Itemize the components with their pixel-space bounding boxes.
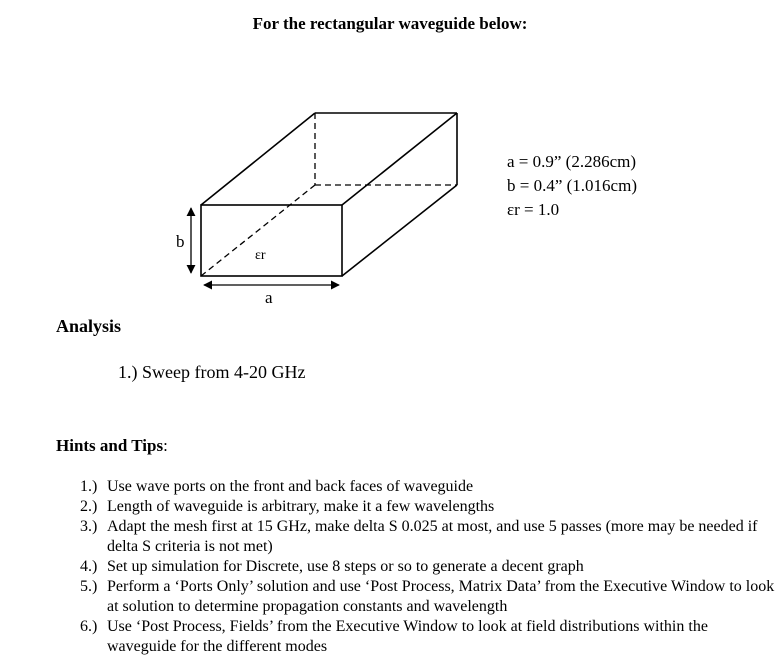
- hidden-edges: [201, 113, 457, 276]
- a-label: a: [265, 288, 273, 307]
- hint-text: Perform a ‘Ports Only’ solution and use ‘Post Process, Matrix Data’ from the Executive Window to look at solution to determine propagation constants and wavelength: [107, 578, 775, 615]
- hint-item: [80, 557, 775, 577]
- analysis-heading: Analysis: [56, 316, 122, 336]
- hint-item: [80, 477, 775, 497]
- param-b: b = 0.4” (1.016cm): [507, 176, 637, 195]
- front-face: [201, 205, 342, 276]
- hints-heading: [56, 436, 168, 456]
- hint-number: 5.): [80, 578, 98, 595]
- parameter-list: [507, 150, 637, 222]
- visible-edges: [201, 113, 457, 276]
- page-title: For the rectangular waveguide below:: [252, 14, 528, 33]
- hint-number: 1.): [80, 478, 98, 495]
- b-label: b: [176, 232, 185, 251]
- hints-heading-text: Hints and Tips: [56, 436, 164, 455]
- hints-list: [80, 477, 775, 657]
- param-er: εr = 1.0: [507, 200, 560, 219]
- param-a: a = 0.9” (2.286cm): [507, 152, 637, 171]
- analysis-item: 1.) Sweep from 4-20 GHz: [118, 362, 306, 382]
- hints-heading-colon: :: [163, 436, 168, 455]
- hint-text: Set up simulation for Discrete, use 8 steps or so to generate a decent graph: [107, 558, 584, 575]
- hint-text: Use ‘Post Process, Fields’ from the Executive Window to look at field distributions within the waveguide for the different modes: [107, 618, 708, 655]
- hint-item: [80, 517, 775, 557]
- hint-number: 3.): [80, 518, 98, 535]
- hint-number: 4.): [80, 558, 98, 575]
- hint-item: [80, 617, 775, 657]
- hint-item: [80, 577, 775, 617]
- hint-number: 2.): [80, 498, 98, 515]
- hint-number: 6.): [80, 618, 98, 635]
- hint-text: Use wave ports on the front and back faces of waveguide: [107, 478, 474, 495]
- hint-text: Adapt the mesh first at 15 GHz, make delta S 0.025 at most, and use 5 passes (more may be needed if delta S criteria is not met): [107, 518, 758, 555]
- hint-item: [80, 497, 775, 517]
- epsilon-r-label: εr: [255, 248, 266, 263]
- hint-text: Length of waveguide is arbitrary, make it a few wavelengths: [107, 498, 495, 515]
